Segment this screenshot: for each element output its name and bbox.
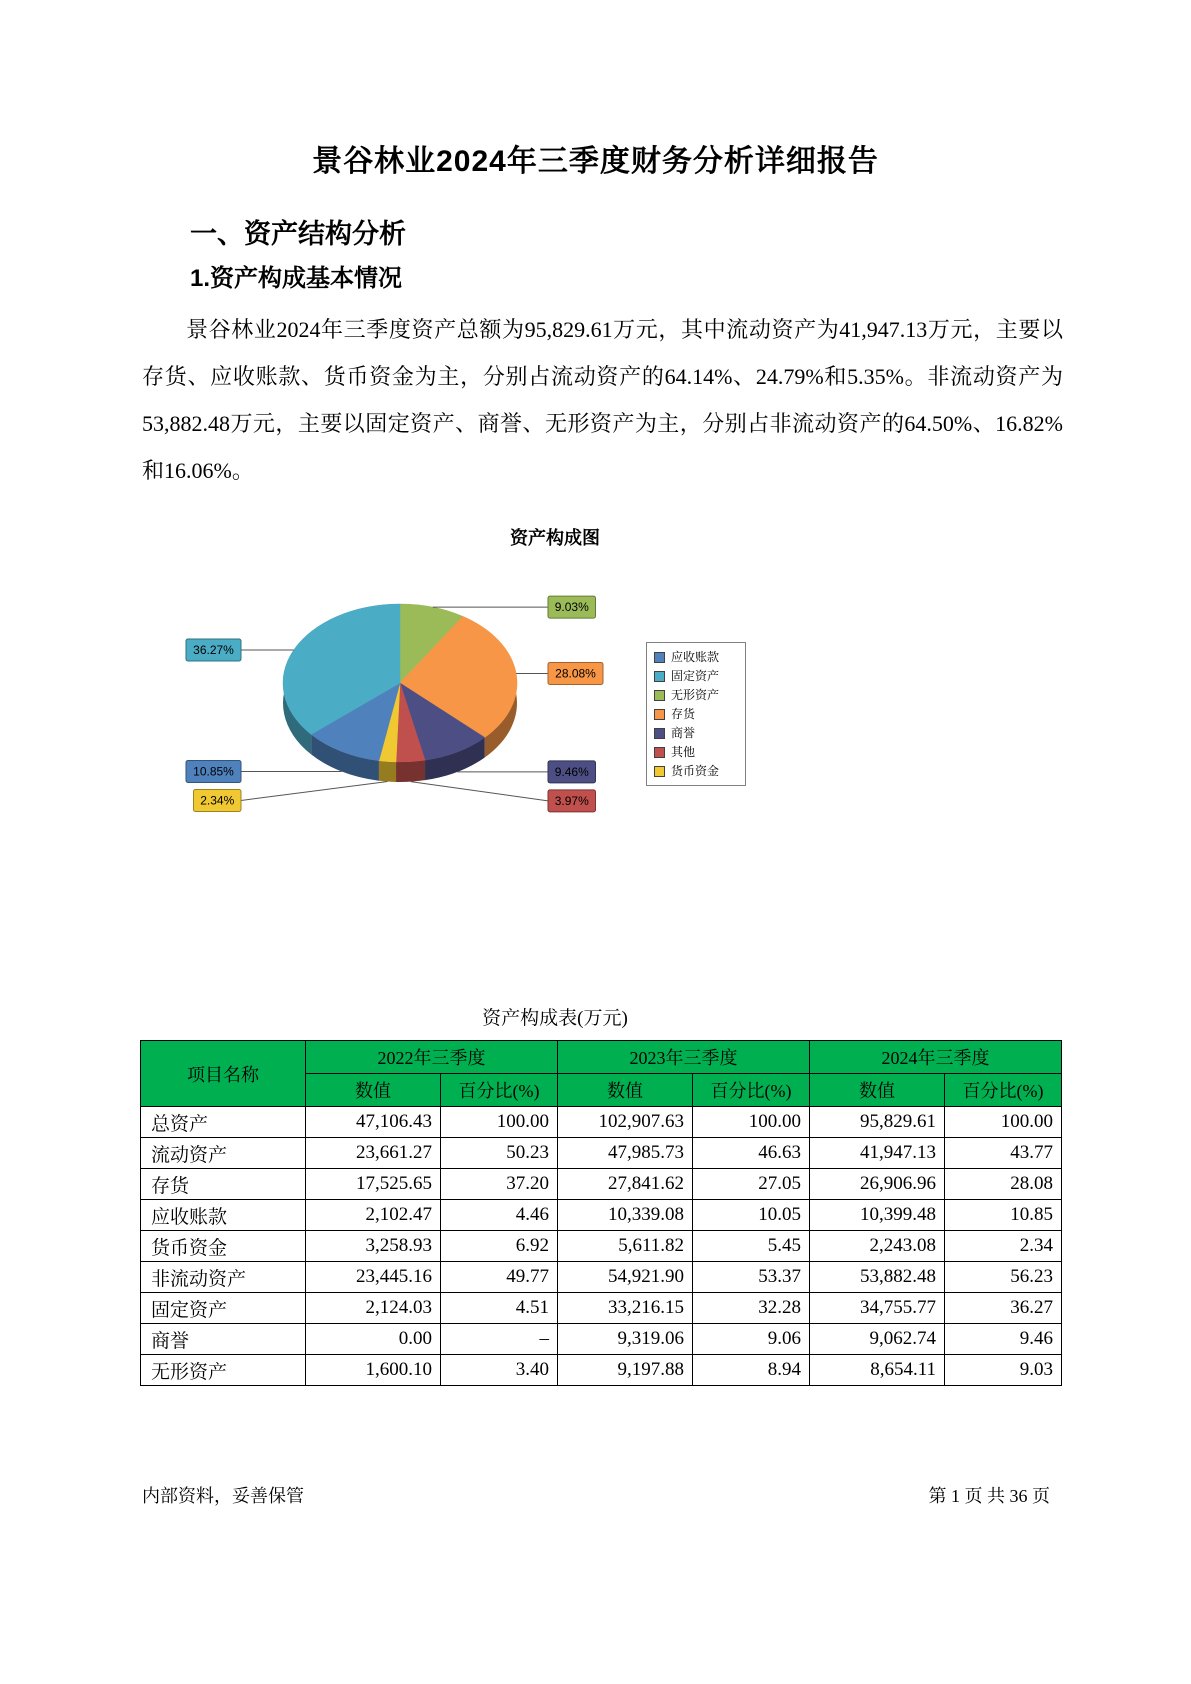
asset-composition-table — [140, 1040, 1062, 1386]
col-header-2023: 2023年三季度 — [558, 1041, 810, 1074]
cell-value: 9,197.88 — [558, 1355, 693, 1386]
legend-label: 商誉 — [671, 726, 696, 740]
cell-value: 4.51 — [441, 1293, 558, 1324]
analysis-paragraph: 景谷林业2024年三季度资产总额为95,829.61万元，其中流动资产为41,947.13万元，主要以存货、应收账款、货币资金为主，分别占流动资产的64.14%、24.79%和5.35%。非流动资产为53,882.48万元，主要以固定资产、商誉、无形资产为主，分别占非流动资产的64.50%、16.82%和16.06%。 — [142, 317, 1063, 483]
legend-label: 其他 — [671, 745, 696, 759]
cell-value: 9,319.06 — [558, 1324, 693, 1355]
legend-item — [654, 727, 738, 739]
cell-value: 46.63 — [693, 1138, 810, 1169]
cell-value: 8.94 — [693, 1355, 810, 1386]
legend-swatch-icon — [654, 747, 665, 758]
cell-value: 23,445.16 — [306, 1262, 441, 1293]
chart-title: 资产构成图 — [510, 528, 600, 548]
asset-table-block — [140, 1003, 1061, 1386]
col-header-2024: 2024年三季度 — [810, 1041, 1062, 1074]
page-footer — [142, 1482, 1050, 1508]
cell-value: 9,062.74 — [810, 1324, 945, 1355]
footer-page-number: 第 1 页 共 36 页 — [928, 1486, 1050, 1506]
row-item-name: 存货 — [141, 1169, 306, 1200]
table-row — [141, 1293, 1062, 1324]
table-row — [141, 1200, 1062, 1231]
legend-swatch-icon — [654, 652, 665, 663]
table-row — [141, 1324, 1062, 1355]
cell-value: 23,661.27 — [306, 1138, 441, 1169]
footer-note: 内部资料，妥善保管 — [142, 1486, 304, 1506]
cell-value: 9.46 — [945, 1324, 1062, 1355]
pie-label: 9.03% — [554, 600, 589, 615]
cell-value: 1,600.10 — [306, 1355, 441, 1386]
legend-item — [654, 708, 738, 720]
row-item-name: 应收账款 — [141, 1200, 306, 1231]
cell-value: – — [441, 1324, 558, 1355]
legend-item — [654, 651, 738, 663]
pie-label: 9.46% — [554, 764, 589, 779]
row-item-name: 总资产 — [141, 1107, 306, 1138]
cell-value: 5,611.82 — [558, 1231, 693, 1262]
cell-value: 0.00 — [306, 1324, 441, 1355]
cell-value: 3.40 — [441, 1355, 558, 1386]
pie-label: 28.08% — [555, 666, 596, 681]
cell-value: 26,906.96 — [810, 1169, 945, 1200]
pie-label: 10.85% — [193, 764, 234, 779]
cell-value: 95,829.61 — [810, 1107, 945, 1138]
table-header-row-years — [141, 1041, 1062, 1074]
pie-label: 3.97% — [554, 793, 589, 808]
table-row — [141, 1231, 1062, 1262]
leader-line — [241, 782, 387, 801]
row-item-name: 货币资金 — [141, 1231, 306, 1262]
cell-value: 10,399.48 — [810, 1200, 945, 1231]
legend-label: 无形资产 — [671, 688, 720, 702]
legend-swatch-icon — [654, 671, 665, 682]
cell-value: 36.27 — [945, 1293, 1062, 1324]
table-row — [141, 1169, 1062, 1200]
cell-value: 2,243.08 — [810, 1231, 945, 1262]
table-row — [141, 1138, 1062, 1169]
col-header-percent: 百分比(%) — [441, 1074, 558, 1107]
cell-value: 10.05 — [693, 1200, 810, 1231]
pie-slice-side — [379, 761, 396, 782]
table-row — [141, 1107, 1062, 1138]
cell-value: 5.45 — [693, 1231, 810, 1262]
cell-value: 2,124.03 — [306, 1293, 441, 1324]
cell-value: 100.00 — [945, 1107, 1062, 1138]
legend-swatch-icon — [654, 766, 665, 777]
cell-value: 53,882.48 — [810, 1262, 945, 1293]
cell-value: 100.00 — [441, 1107, 558, 1138]
pie-label: 2.34% — [200, 793, 235, 808]
legend-item — [654, 670, 738, 682]
legend-swatch-icon — [654, 728, 665, 739]
col-header-percent: 百分比(%) — [945, 1074, 1062, 1107]
cell-value: 41,947.13 — [810, 1138, 945, 1169]
cell-value: 3,258.93 — [306, 1231, 441, 1262]
cell-value: 33,216.15 — [558, 1293, 693, 1324]
col-header-value: 数值 — [306, 1074, 441, 1107]
pie-chart — [140, 560, 1060, 840]
cell-value: 53.37 — [693, 1262, 810, 1293]
cell-value: 17,525.65 — [306, 1169, 441, 1200]
legend-item — [654, 689, 738, 701]
cell-value: 4.46 — [441, 1200, 558, 1231]
subsection-heading: 1.资产构成基本情况 — [190, 265, 403, 292]
col-header-percent: 百分比(%) — [693, 1074, 810, 1107]
row-item-name: 商誉 — [141, 1324, 306, 1355]
table-row — [141, 1262, 1062, 1293]
legend-label: 货币资金 — [671, 764, 720, 778]
legend-item — [654, 765, 738, 777]
cell-value: 10,339.08 — [558, 1200, 693, 1231]
col-header-value: 数值 — [558, 1074, 693, 1107]
col-header-item-name: 项目名称 — [141, 1041, 306, 1107]
cell-value: 43.77 — [945, 1138, 1062, 1169]
chart-legend — [646, 642, 746, 786]
cell-value: 102,907.63 — [558, 1107, 693, 1138]
legend-swatch-icon — [654, 690, 665, 701]
cell-value: 2.34 — [945, 1231, 1062, 1262]
cell-value: 27.05 — [693, 1169, 810, 1200]
legend-item — [654, 746, 738, 758]
legend-label: 固定资产 — [671, 669, 720, 683]
cell-value: 10.85 — [945, 1200, 1062, 1231]
cell-value: 56.23 — [945, 1262, 1062, 1293]
cell-value: 28.08 — [945, 1169, 1062, 1200]
cell-value: 2,102.47 — [306, 1200, 441, 1231]
cell-value: 27,841.62 — [558, 1169, 693, 1200]
row-item-name: 流动资产 — [141, 1138, 306, 1169]
cell-value: 9.06 — [693, 1324, 810, 1355]
pie-slice-side — [396, 760, 425, 782]
cell-value: 100.00 — [693, 1107, 810, 1138]
cell-value: 49.77 — [441, 1262, 558, 1293]
col-header-2022: 2022年三季度 — [306, 1041, 558, 1074]
cell-value: 47,106.43 — [306, 1107, 441, 1138]
page-title: 景谷林业2024年三季度财务分析详细报告 — [312, 145, 879, 178]
col-header-value: 数值 — [810, 1074, 945, 1107]
cell-value: 54,921.90 — [558, 1262, 693, 1293]
row-item-name: 无形资产 — [141, 1355, 306, 1386]
section-heading: 一、资产结构分析 — [190, 219, 406, 249]
legend-swatch-icon — [654, 709, 665, 720]
cell-value: 50.23 — [441, 1138, 558, 1169]
table-title: 资产构成表(万元) — [482, 1008, 628, 1029]
row-item-name: 固定资产 — [141, 1293, 306, 1324]
pie-label: 36.27% — [193, 642, 234, 657]
cell-value: 37.20 — [441, 1169, 558, 1200]
cell-value: 8,654.11 — [810, 1355, 945, 1386]
cell-value: 47,985.73 — [558, 1138, 693, 1169]
cell-value: 6.92 — [441, 1231, 558, 1262]
table-row — [141, 1355, 1062, 1386]
cell-value: 32.28 — [693, 1293, 810, 1324]
cell-value: 34,755.77 — [810, 1293, 945, 1324]
legend-label: 应收账款 — [671, 650, 720, 664]
leader-line — [411, 782, 548, 801]
row-item-name: 非流动资产 — [141, 1262, 306, 1293]
legend-label: 存货 — [671, 707, 696, 721]
cell-value: 9.03 — [945, 1355, 1062, 1386]
asset-composition-chart — [140, 520, 1060, 840]
